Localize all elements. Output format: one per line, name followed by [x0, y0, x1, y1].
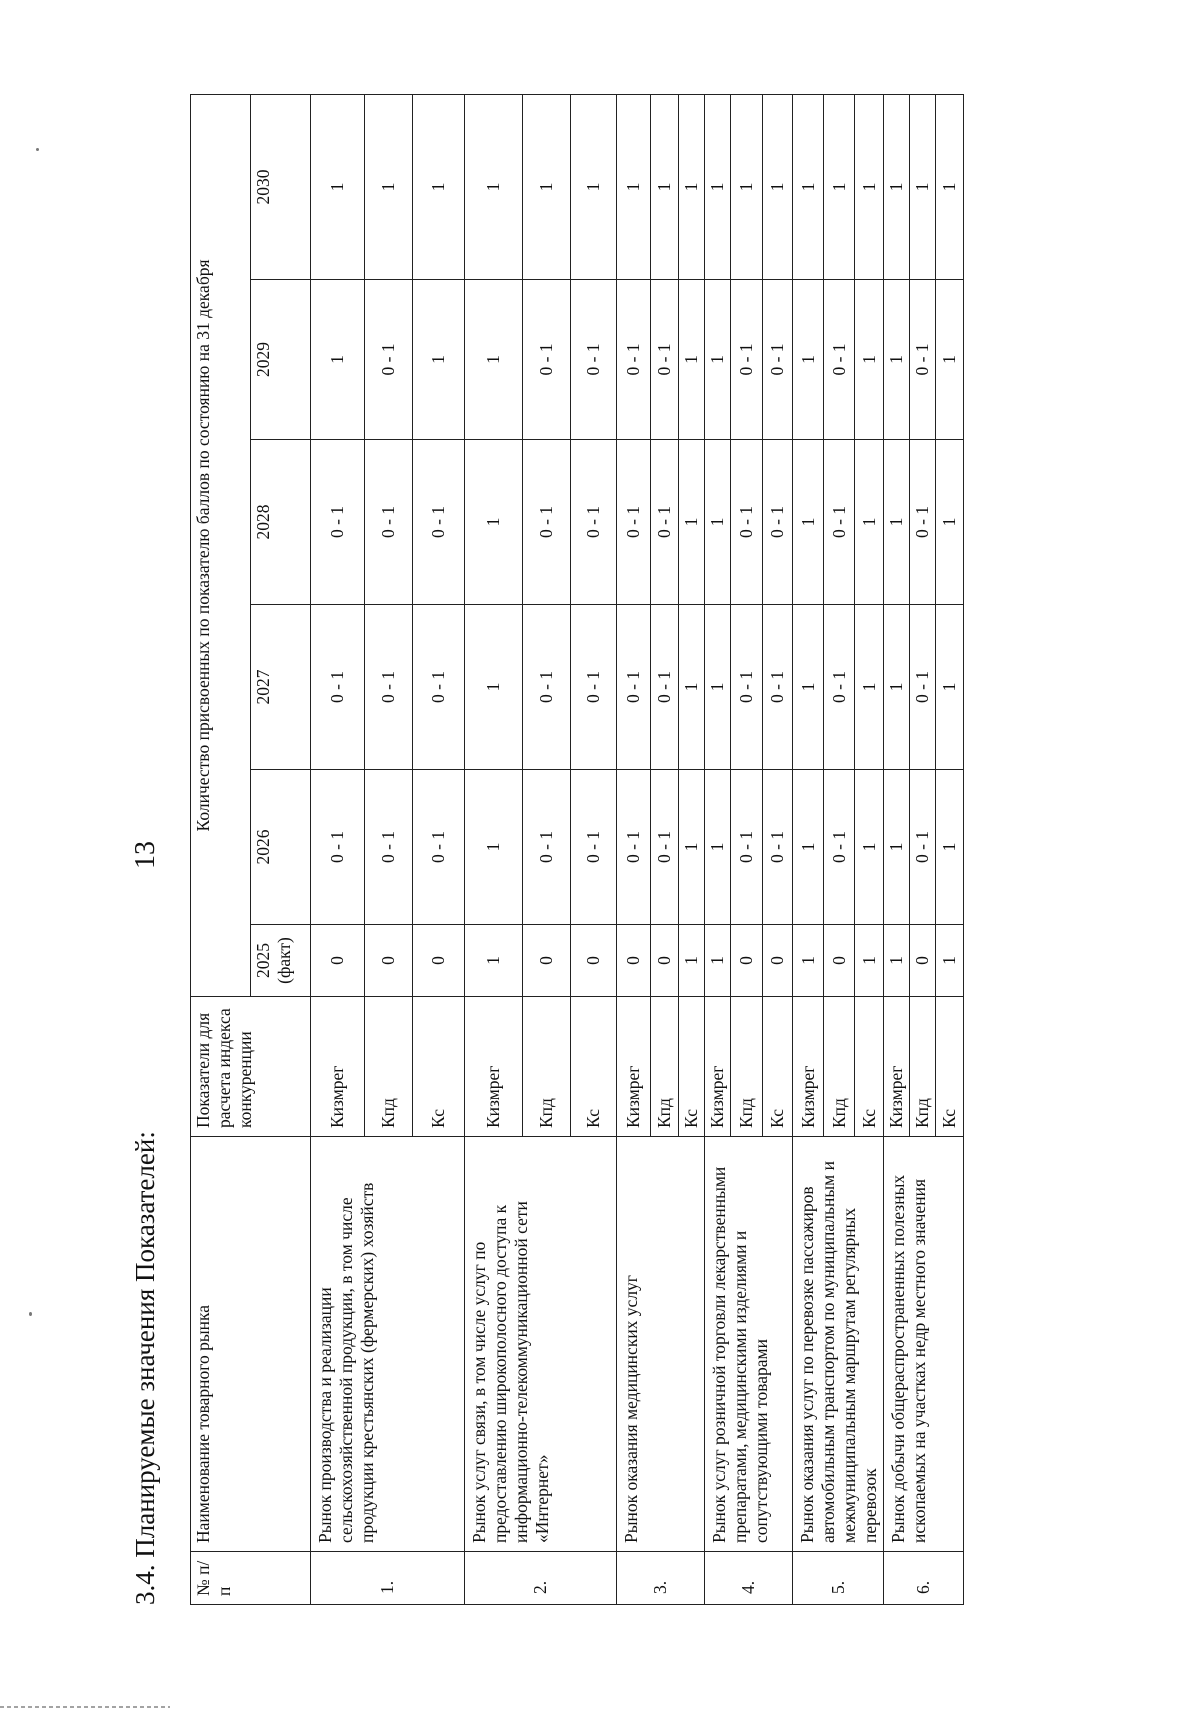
- score-cell: 0 - 1: [571, 605, 617, 770]
- indicator-name: Кизмрег: [311, 997, 365, 1137]
- score-cell: 1: [855, 605, 884, 770]
- score-cell: 0 - 1: [910, 770, 936, 925]
- score-cell: 1: [523, 94, 571, 279]
- score-cell: 1: [679, 94, 705, 279]
- score-cell: 0 - 1: [910, 280, 936, 440]
- score-cell: 1: [855, 280, 884, 440]
- indicator-name: Кпд: [824, 997, 855, 1137]
- score-cell: 0 - 1: [523, 605, 571, 770]
- score-cell: 1: [884, 770, 910, 925]
- score-cell: 0 - 1: [731, 770, 763, 925]
- indicator-name: Кс: [855, 997, 884, 1137]
- score-cell: 1: [705, 94, 731, 279]
- score-cell: 1: [936, 94, 964, 279]
- score-cell: 1: [884, 280, 910, 440]
- score-cell: 1: [679, 440, 705, 605]
- indicator-name: Кс: [413, 997, 465, 1137]
- score-cell: 0 - 1: [617, 770, 651, 925]
- score-cell: 1: [824, 94, 855, 279]
- score-cell: 1: [855, 925, 884, 997]
- section-title: 3.4. Планируемые значения Показателей:: [130, 1131, 160, 1605]
- table-row: [311, 94, 365, 1604]
- table-row: [465, 94, 523, 1604]
- score-cell: 1: [855, 94, 884, 279]
- score-cell: 0 - 1: [365, 605, 413, 770]
- score-cell: 1: [936, 605, 964, 770]
- indicator-name: Кпд: [523, 997, 571, 1137]
- score-cell: 0 - 1: [413, 770, 465, 925]
- score-cell: 0 - 1: [617, 280, 651, 440]
- score-cell: 1: [571, 94, 617, 279]
- score-cell: 0 - 1: [413, 605, 465, 770]
- score-cell: 0 - 1: [365, 280, 413, 440]
- market-name: Рынок производства и реализации сельскохозяйственной продукции, в том числе продукции крестьянских (фермерских) хозяйств: [311, 1137, 465, 1552]
- score-cell: 1: [884, 440, 910, 605]
- scan-speck: [36, 148, 39, 151]
- header-market: Наименование товарного рынка: [191, 1137, 311, 1552]
- score-cell: 1: [311, 280, 365, 440]
- indicator-name: Кс: [763, 997, 793, 1137]
- score-cell: 1: [465, 770, 523, 925]
- score-cell: 1: [793, 925, 824, 997]
- score-cell: 0 - 1: [571, 440, 617, 605]
- score-cell: 0 - 1: [651, 770, 679, 925]
- score-cell: 0 - 1: [763, 605, 793, 770]
- indicator-name: Кизмрег: [884, 997, 910, 1137]
- score-cell: 0 - 1: [731, 605, 763, 770]
- score-cell: 0: [571, 925, 617, 997]
- score-cell: 1: [465, 440, 523, 605]
- score-cell: 0: [910, 925, 936, 997]
- score-cell: 0 - 1: [651, 605, 679, 770]
- score-cell: 1: [311, 94, 365, 279]
- table-header: [191, 94, 311, 1604]
- indicator-name: Кизмрег: [793, 997, 824, 1137]
- row-index: 6.: [884, 1552, 964, 1605]
- indicator-name: Кс: [679, 997, 705, 1137]
- rotated-content: [130, 90, 1155, 1605]
- header-year: 2029: [251, 280, 311, 440]
- scan-speck: [29, 1312, 32, 1316]
- score-cell: 1: [679, 280, 705, 440]
- score-cell: 0 - 1: [651, 440, 679, 605]
- score-cell: 0 - 1: [571, 280, 617, 440]
- score-cell: 1: [413, 94, 465, 279]
- header-indicators: Показатели для расчета индекса конкуренции: [191, 997, 311, 1137]
- score-cell: 0: [311, 925, 365, 997]
- market-name: Рынок услуг связи, в том числе услуг по предоставлению широкополосного доступа к информационно-телекоммуникационной сети «Интернет»: [465, 1137, 617, 1552]
- score-cell: 1: [465, 94, 523, 279]
- row-index: 2.: [465, 1552, 617, 1605]
- indicators-table: [190, 94, 964, 1605]
- header-year: 2028: [251, 440, 311, 605]
- score-cell: 1: [679, 925, 705, 997]
- score-cell: 1: [705, 605, 731, 770]
- header-year: 2025 (факт): [251, 925, 311, 997]
- score-cell: 1: [793, 770, 824, 925]
- score-cell: 0 - 1: [824, 440, 855, 605]
- score-cell: 0: [763, 925, 793, 997]
- score-cell: 0 - 1: [365, 440, 413, 605]
- market-name: Рынок оказания медицинских услуг: [617, 1137, 705, 1552]
- score-cell: 1: [365, 94, 413, 279]
- score-cell: 0: [365, 925, 413, 997]
- score-cell: 1: [679, 770, 705, 925]
- score-cell: 1: [855, 440, 884, 605]
- score-cell: 1: [884, 605, 910, 770]
- score-cell: 1: [855, 770, 884, 925]
- score-cell: 0 - 1: [731, 280, 763, 440]
- row-index: 1.: [311, 1552, 465, 1605]
- score-cell: 1: [793, 280, 824, 440]
- header-score-group: Количество присвоенных по показателю баллов по состоянию на 31 декабря: [191, 94, 251, 996]
- score-cell: 0 - 1: [651, 280, 679, 440]
- score-cell: 0 - 1: [311, 605, 365, 770]
- score-cell: 0: [523, 925, 571, 997]
- score-cell: 1: [936, 440, 964, 605]
- score-cell: 0 - 1: [617, 440, 651, 605]
- score-cell: 1: [936, 925, 964, 997]
- indicator-name: Кс: [936, 997, 964, 1137]
- score-cell: 0 - 1: [523, 440, 571, 605]
- score-cell: 1: [465, 605, 523, 770]
- indicator-name: Кизмрег: [705, 997, 731, 1137]
- header-year: 2030: [251, 94, 311, 279]
- score-cell: 0 - 1: [523, 280, 571, 440]
- score-cell: 0 - 1: [365, 770, 413, 925]
- market-name: Рынок добычи общераспространенных полезных ископаемых на участках недр местного значения: [884, 1137, 964, 1552]
- score-cell: 0 - 1: [763, 770, 793, 925]
- table-row: [884, 94, 910, 1604]
- score-cell: 1: [705, 770, 731, 925]
- row-index: 3.: [617, 1552, 705, 1605]
- score-cell: 1: [763, 94, 793, 279]
- score-cell: 1: [705, 925, 731, 997]
- score-cell: 1: [705, 440, 731, 605]
- score-cell: 1: [705, 280, 731, 440]
- score-cell: 0 - 1: [617, 605, 651, 770]
- score-cell: 1: [731, 94, 763, 279]
- score-cell: 0: [413, 925, 465, 997]
- score-cell: 0 - 1: [311, 440, 365, 605]
- score-cell: 0: [651, 925, 679, 997]
- indicator-name: Кпд: [910, 997, 936, 1137]
- score-cell: 0 - 1: [413, 440, 465, 605]
- score-cell: 0: [617, 925, 651, 997]
- score-cell: 0 - 1: [731, 440, 763, 605]
- score-cell: 0 - 1: [910, 605, 936, 770]
- score-cell: 0 - 1: [571, 770, 617, 925]
- indicator-name: Кс: [571, 997, 617, 1137]
- indicator-name: Кизмрег: [465, 997, 523, 1137]
- score-cell: 0 - 1: [311, 770, 365, 925]
- market-name: Рынок услуг розничной торговли лекарственными препаратами, медицинскими изделиями и сопутствующими товарами: [705, 1137, 793, 1552]
- score-cell: 1: [884, 925, 910, 997]
- score-cell: 1: [793, 440, 824, 605]
- score-cell: 1: [465, 925, 523, 997]
- scan-edge: [0, 1706, 170, 1708]
- score-cell: 0 - 1: [824, 280, 855, 440]
- score-cell: 0 - 1: [523, 770, 571, 925]
- score-cell: 1: [651, 94, 679, 279]
- score-cell: 1: [936, 280, 964, 440]
- score-cell: 0 - 1: [910, 440, 936, 605]
- score-cell: 1: [465, 280, 523, 440]
- score-cell: 0: [824, 925, 855, 997]
- table-row: [793, 94, 824, 1604]
- row-index: 5.: [793, 1552, 884, 1605]
- score-cell: 1: [413, 280, 465, 440]
- score-cell: 0 - 1: [824, 605, 855, 770]
- score-cell: 1: [884, 94, 910, 279]
- header-year: 2026: [251, 770, 311, 925]
- table-row: [705, 94, 731, 1604]
- indicator-name: Кизмрег: [617, 997, 651, 1137]
- indicator-name: Кпд: [731, 997, 763, 1137]
- table-body: [311, 94, 964, 1604]
- page-number: 13: [130, 841, 161, 869]
- score-cell: 1: [793, 605, 824, 770]
- score-cell: 0 - 1: [763, 440, 793, 605]
- table-row: [617, 94, 651, 1604]
- score-cell: 1: [617, 94, 651, 279]
- score-cell: 1: [679, 605, 705, 770]
- score-cell: 1: [910, 94, 936, 279]
- header-year: 2027: [251, 605, 311, 770]
- score-cell: 0: [731, 925, 763, 997]
- indicator-name: Кпд: [651, 997, 679, 1137]
- score-cell: 1: [793, 94, 824, 279]
- score-cell: 1: [936, 770, 964, 925]
- row-index: 4.: [705, 1552, 793, 1605]
- score-cell: 0 - 1: [824, 770, 855, 925]
- header-num: № п/п: [191, 1552, 311, 1605]
- market-name: Рынок оказания услуг по перевозке пассажиров автомобильным транспортом по муниципальным и межмуниципальным маршрутам регулярных перевозок: [793, 1137, 884, 1552]
- indicator-name: Кпд: [365, 997, 413, 1137]
- score-cell: 0 - 1: [763, 280, 793, 440]
